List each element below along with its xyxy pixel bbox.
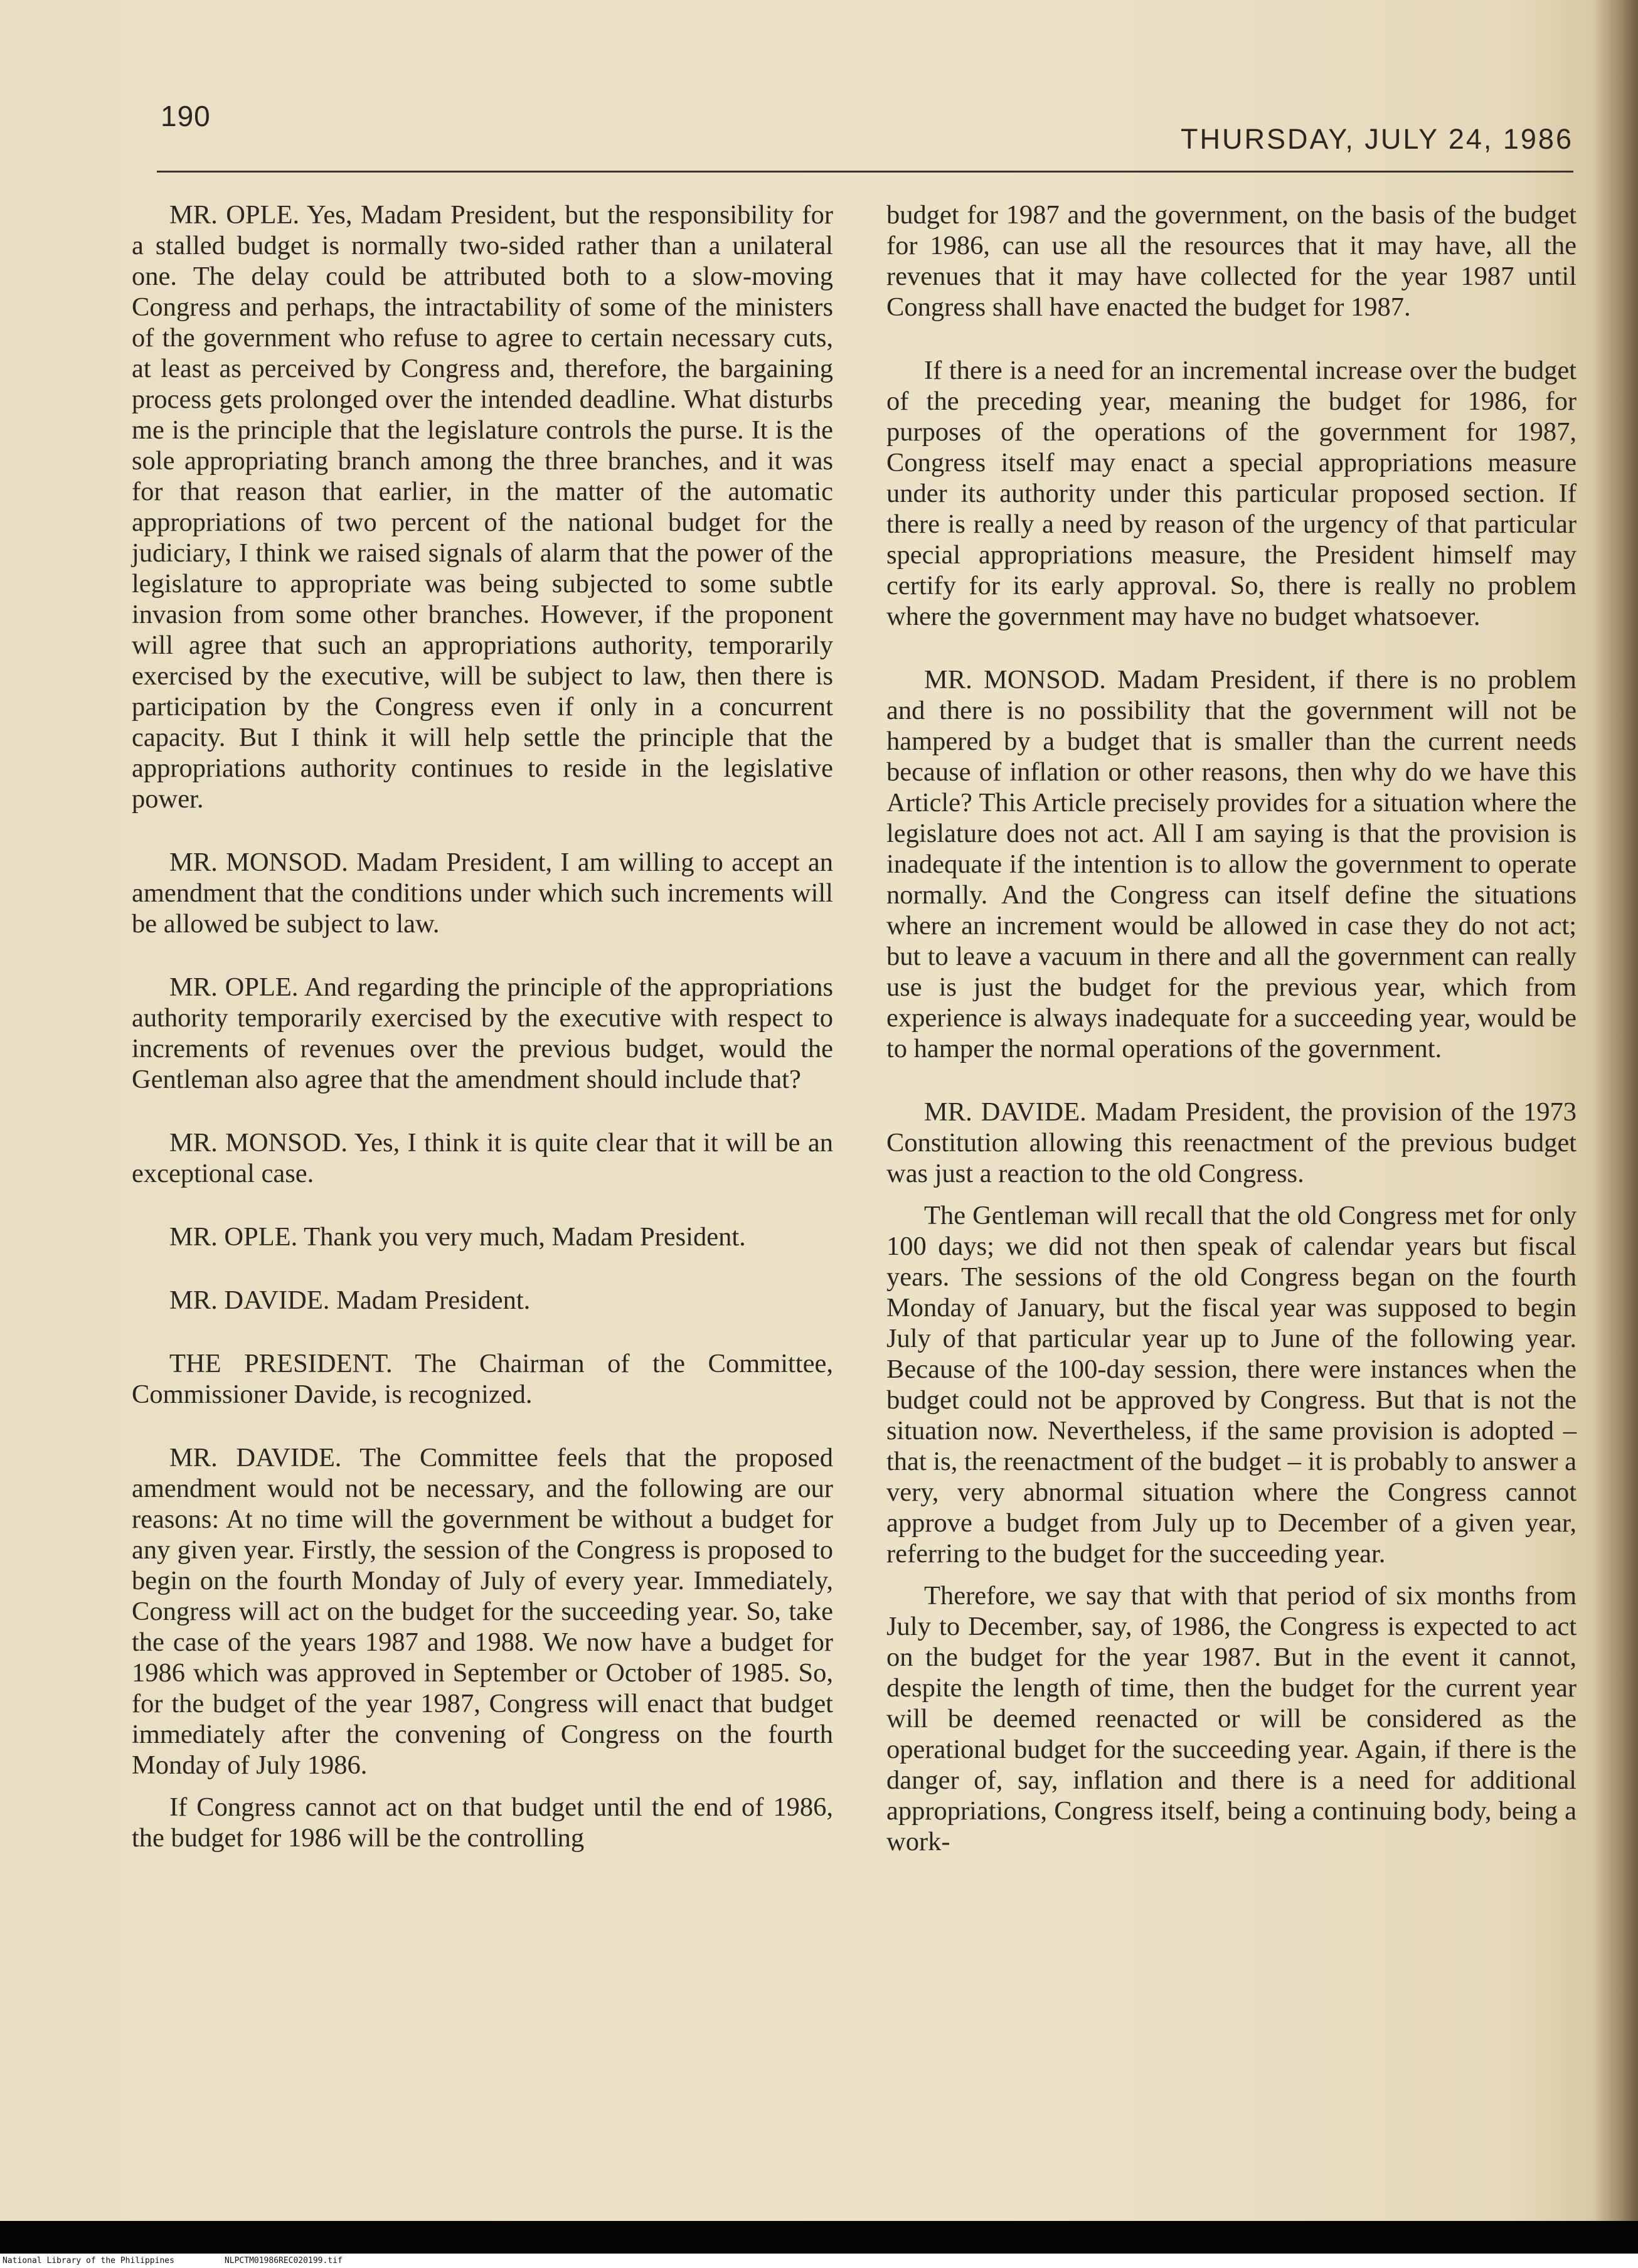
paragraph-ople-2: MR. OPLE. And regarding the principle of the appropriations authority temporarily exercised by the executive with respect to increments of revenues over the previous budget, would the Gentleman also agree that the amendment should include that?	[132, 972, 833, 1094]
scan-footer	[0, 2254, 1638, 2268]
scan-bottom-border	[0, 2221, 1638, 2254]
book-spine-shadow	[1594, 0, 1638, 2221]
paragraph-monsod-3: MR. MONSOD. Madam President, if there is no problem and there is no possibility that the government will not be hampered by a budget that is smaller than the current needs because of inflation or other reasons, then why do we have this Article? This Article precisely provides for a situation where the legislature does not act. All I am saying is that the provision is inadequate if the intention is to allow the government to operate normally. And the Congress can itself define the situations where an increment would be allowed in case they do not act; but to leave a vacuum in there and all the government can really use is just the budget for the previous year, which from experience is always inadequate for a succeeding year, would be to hamper the normal operations of the government.	[886, 665, 1577, 1063]
paragraph-ople-3: MR. OPLE. Thank you very much, Madam President.	[169, 1222, 746, 1252]
paragraph-davide-2: MR. DAVIDE. The Committee feels that the proposed amendment would not be necessary, and the following are our reasons: At no time will the government be without a budget for any given year. Firstly, the session of the Congress is proposed to begin on the fourth Monday of July of every year. Immediately, Congress will act on the budget for the succeeding year. So, take the case of the years 1987 and 1988. We now have a budget for 1986 which was approved in September or October of 1985. So, for the budget of the year 1987, Congress will enact that budget immediately after the convening of Congress on the fourth Monday of July 1986.	[132, 1443, 833, 1780]
paragraph-davide-5: The Gentleman will recall that the old Congress met for only 100 days; we did not then speak of calendar years but fiscal years. The sessions of the old Congress began on the fourth Monday of January, but the fiscal year was supposed to begin July of that particular year up to June of the following year. Because of the 100-day session, there were instances when the budget could not be approved by Congress. But that is not the situation now. Nevertheless, if the same provision is adopted – that is, the reenactment of the budget – it is probably to answer a very, very abnormal situation where the Congress cannot approve a budget from July up to December of a given year, referring to the budget for the succeeding year.	[886, 1201, 1577, 1568]
paragraph-davide-4: MR. DAVIDE. Madam President, the provision of the 1973 Constitution allowing this reenactment of the previous budget was just a reaction to the old Congress.	[886, 1097, 1577, 1188]
paragraph-davide-1: MR. DAVIDE. Madam President.	[169, 1286, 531, 1315]
scan-filename: NLPCTM01986REC020199.tif	[224, 2256, 343, 2265]
paragraph-monsod-1: MR. MONSOD. Madam President, I am willing to accept an amendment that the conditions under which such increments will be allowed be subject to law.	[132, 848, 833, 939]
paragraph-continued: budget for 1987 and the government, on the basis of the budget for 1986, can use all the resources that it may have, all the revenues that it may have collected for the year 1987 until Congress shall have enacted the budget for 1987.	[886, 200, 1577, 322]
page-number: 190	[161, 100, 211, 132]
running-head-date: THURSDAY, JULY 24, 1986	[1181, 123, 1573, 155]
paragraph-davide-3: If Congress cannot act on that budget until the end of 1986, the budget for 1986 will be the controlling	[132, 1792, 833, 1853]
library-label: National Library of the Philippines	[3, 2256, 174, 2265]
right-column	[886, 200, 1577, 1890]
paragraph-monsod-2: MR. MONSOD. Yes, I think it is quite clear that it will be an exceptional case.	[132, 1128, 833, 1188]
paragraph-davide-6: Therefore, we say that with that period of six months from July to December, say, of 1986, the Congress is expected to act on the budget for the year 1987. But in the event it cannot, despite the length of time, then the budget for the current year will be deemed reenacted or will be considered as the operational budget for the succeeding year. Again, if there is the danger of, say, inflation and there is a need for additional appropriations, Congress itself, being a continuing body, being a work-	[886, 1581, 1577, 1856]
left-column	[132, 200, 833, 1886]
paragraph-president: THE PRESIDENT. The Chairman of the Committee, Commissioner Davide, is recognized.	[132, 1349, 833, 1409]
paragraph-ople-1: MR. OPLE. Yes, Madam President, but the responsibility for a stalled budget is normally two-sided rather than a unilateral one. The delay could be attributed both to a slow-moving Congress and perhaps, the intractability of some of the ministers of the government who refuse to agree to certain necessary cuts, at least as perceived by Congress and, therefore, the bargaining process gets prolonged over the intended deadline. What disturbs me is the principle that the legislature controls the purse. It is the sole appropriating branch among the three branches, and it was for that reason that earlier, in the matter of the automatic appropriations of two percent of the national budget for the judiciary, I think we raised signals of alarm that the power of the legislature to appropriate was being subjected to some subtle invasion from some other branches. However, if the proponent will agree that such an appropriations authority, temporarily exercised by the executive, will be subject to law, then there is participation by the Congress even if only in a concurrent capacity. But I think it will help settle the principle that the appropriations authority continues to reside in the legislative power.	[132, 200, 833, 814]
paragraph-incremental: If there is a need for an incremental increase over the budget of the preceding year, meaning the budget for 1986, for purposes of the operations of the government for 1987, Congress itself may enact a special appropriations measure under its authority under this particular proposed section. If there is really a need by reason of the urgency of that particular special appropriations measure, the President himself may certify for its early approval. So, there is really no problem where the government may have no budget whatsoever.	[886, 356, 1577, 631]
header-rule	[157, 171, 1573, 173]
